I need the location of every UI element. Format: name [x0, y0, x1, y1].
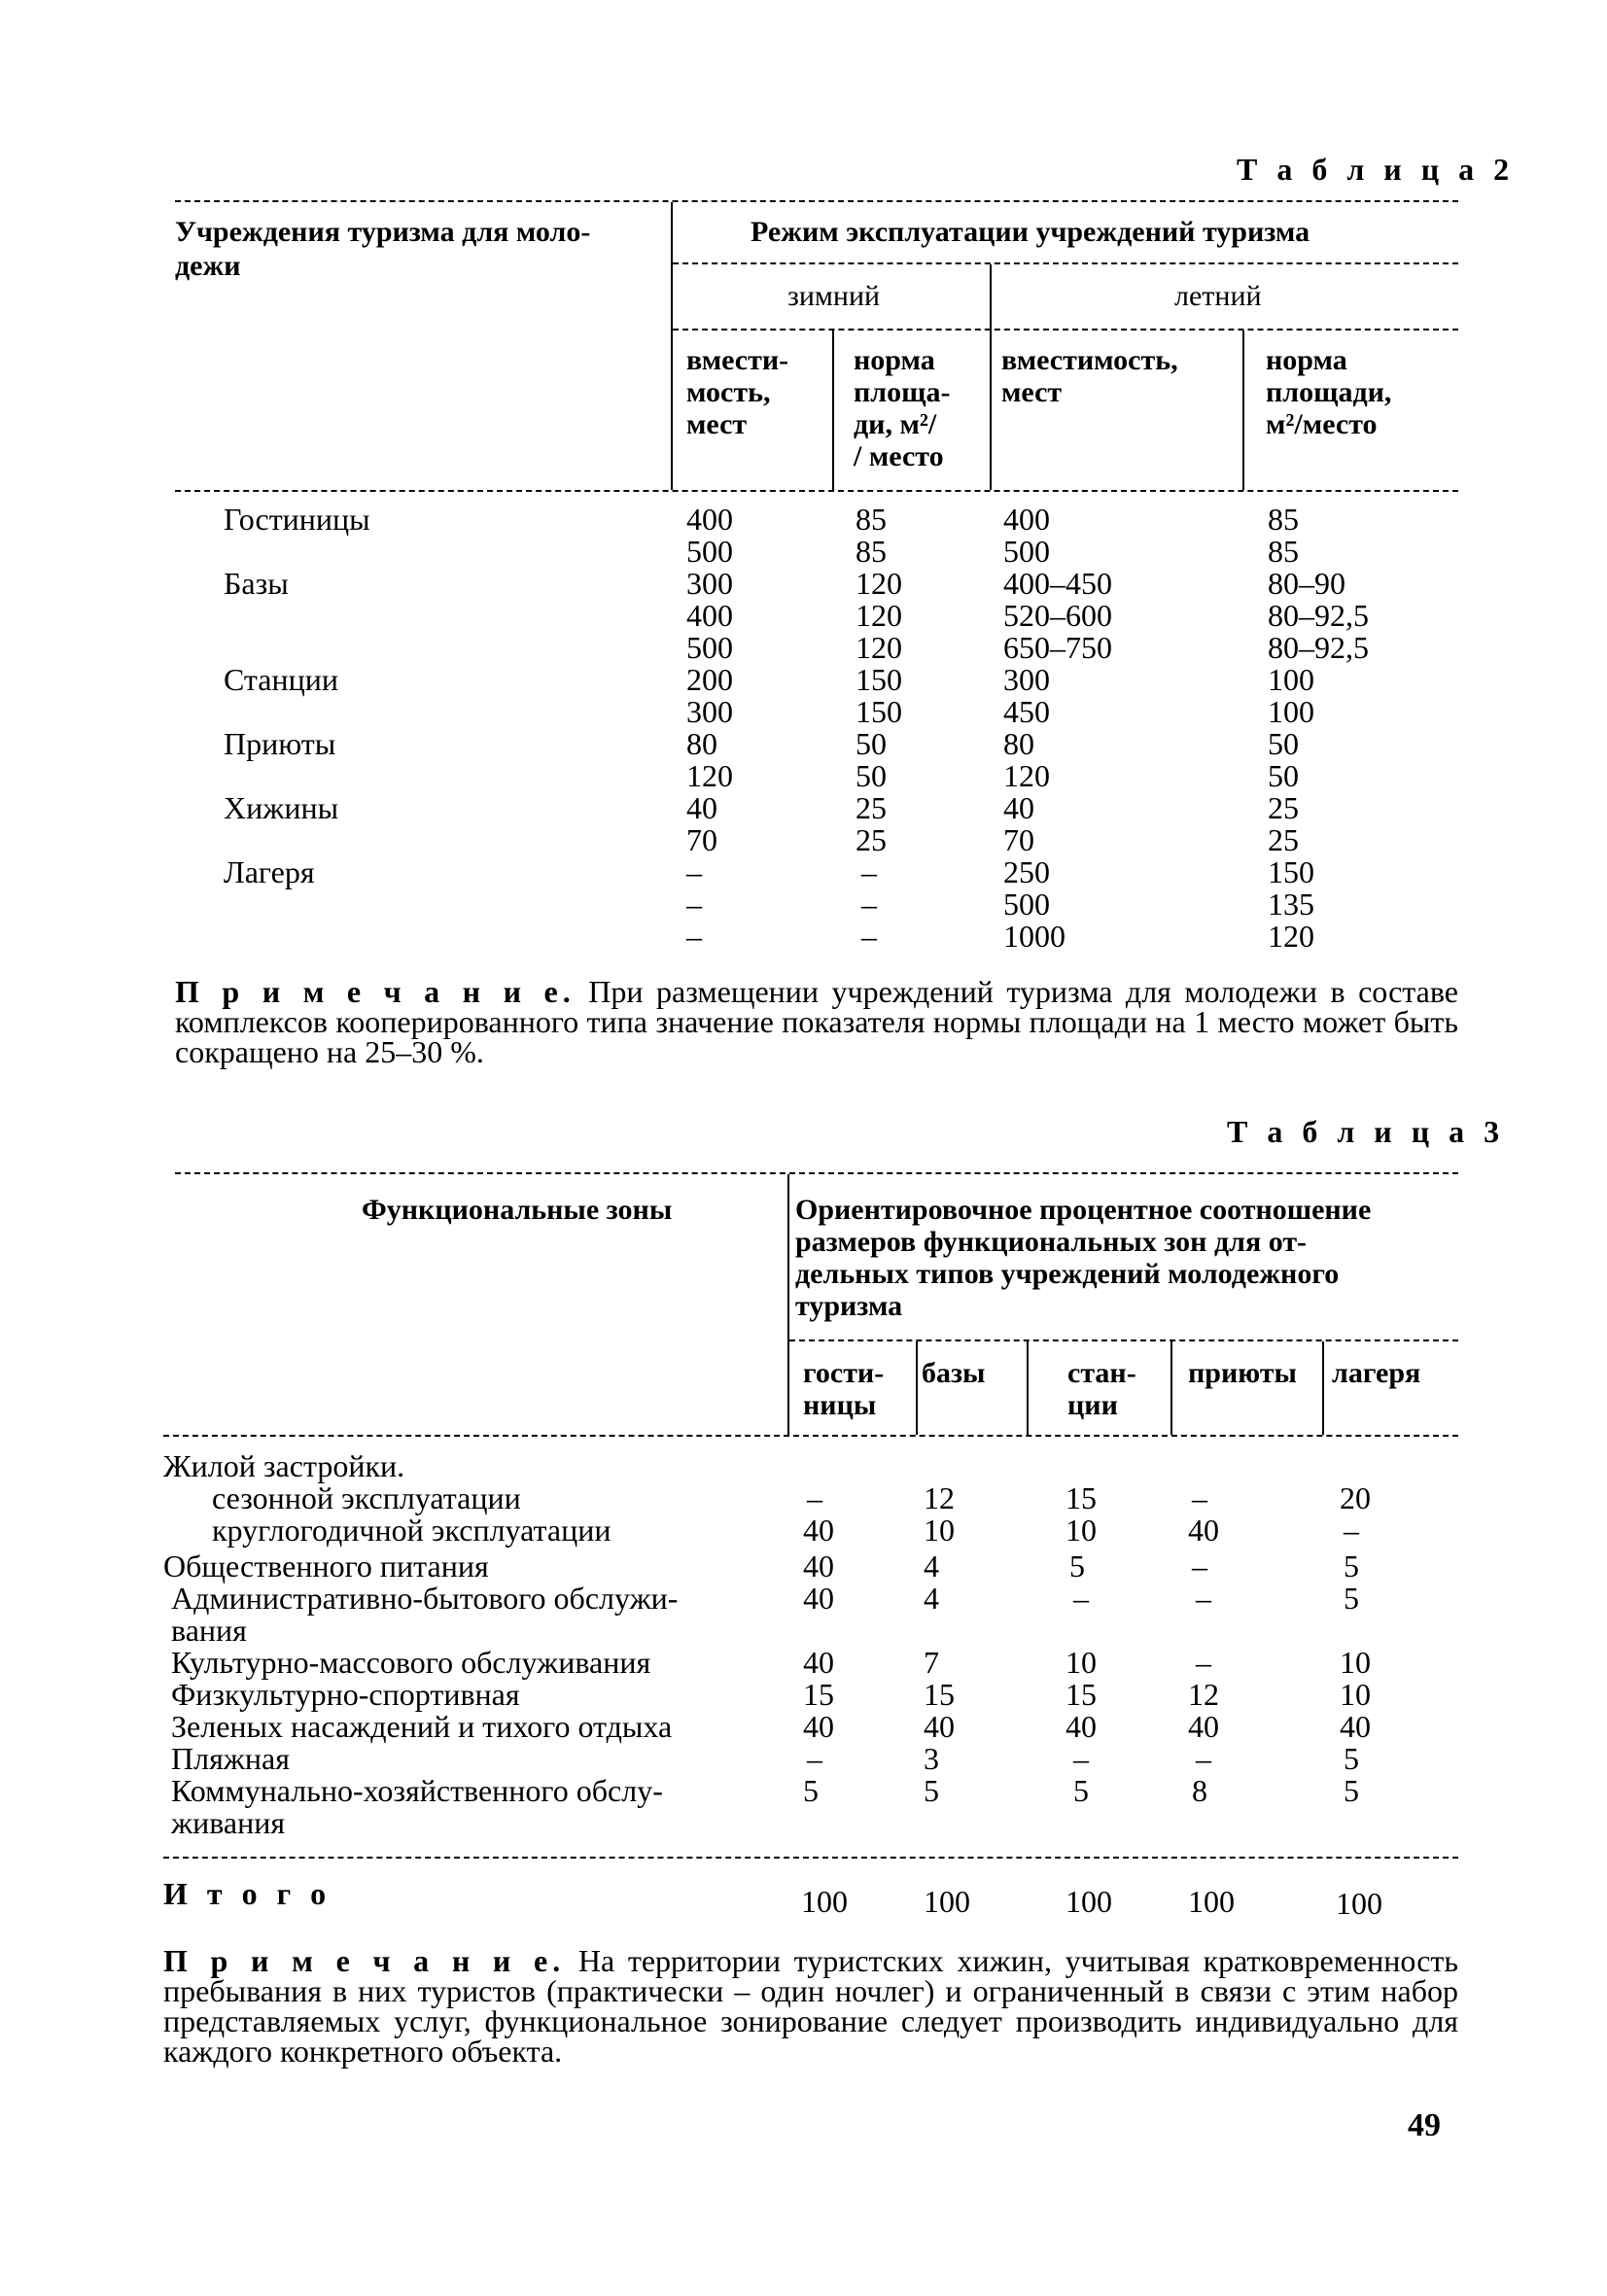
table3-header-stations-1: стан- — [1067, 1357, 1136, 1389]
table3-cell: 15 — [1066, 1480, 1097, 1515]
table2-cell: 150 — [856, 694, 902, 729]
table2-cell: 300 — [686, 566, 733, 601]
table3-cell: 8 — [1192, 1773, 1207, 1808]
table2-header-winter: зимний — [787, 280, 881, 312]
table2-cell: 85 — [1268, 534, 1299, 569]
table3-total-rule — [163, 1857, 1458, 1859]
table2-row-label-stations: Станции — [224, 662, 338, 697]
table3-cell: 10 — [1066, 1645, 1097, 1680]
table2-cell: 85 — [856, 534, 887, 569]
table3-header-ratio-1: Ориентировочное процентное соотношение — [795, 1194, 1372, 1226]
table2-capacity-winter-1: вмести- — [686, 344, 789, 376]
table2-norm-winter-3: ди, м²/ — [854, 408, 937, 440]
table3-cell: 15 — [924, 1677, 955, 1712]
table3-note-text: На территории туристских хижин, учитывая кратковременность пребывания в них туристов (практически – один ночлег) и ограниченный в связи с этим набор представляемых услуг, функциональное зонирование следует производить индивидуально для каждого конкретного объекта. — [163, 1943, 1459, 2069]
table2-winter-col-divider — [832, 330, 834, 490]
table3-row-label: Пляжная — [171, 1741, 290, 1776]
table2-cell: 50 — [856, 758, 887, 793]
table2-cell: 400 — [686, 598, 733, 633]
table2-cell: 520–600 — [1003, 598, 1112, 633]
table3-cell: 10 — [1340, 1645, 1371, 1680]
table2-cell: 80 — [1003, 726, 1034, 761]
table3-header-bases: базы — [922, 1357, 986, 1389]
table2-capacity-summer-1: вместимость, — [1001, 344, 1178, 376]
table2-cell: 400 — [1003, 502, 1050, 537]
table2-winter-summer-divider — [990, 264, 992, 490]
table3-row-label: Общественного питания — [163, 1548, 489, 1583]
table3-header-camps: лагеря — [1332, 1357, 1421, 1389]
table3-total-cell: 100 — [1336, 1886, 1382, 1921]
table3-caption: Т а б л и ц а 3 — [1227, 1114, 1506, 1149]
table3-col-divider-3 — [1170, 1341, 1172, 1435]
table3-ratio-rule — [789, 1339, 1458, 1341]
table3-cell: 10 — [924, 1513, 955, 1548]
table3-cell: 5 — [1344, 1741, 1359, 1776]
table3-cell: 40 — [1188, 1709, 1219, 1744]
table3-cell: 12 — [1188, 1677, 1219, 1712]
table3-total-label: И т о г о — [163, 1876, 332, 1911]
table3-header-shelters: приюты — [1188, 1357, 1297, 1389]
table2-note-lead: П р и м е ч а н и е. — [175, 974, 576, 1009]
table2-mode-rule — [673, 262, 1458, 264]
table3-cell: 4 — [924, 1548, 939, 1583]
table2-cell: 200 — [686, 662, 733, 697]
table3-header-ratio-4: туризма — [795, 1290, 903, 1322]
table2-norm-winter-4: / место — [854, 440, 944, 472]
table3-header-ratio-3: дельных типов учреждений молодежного — [795, 1258, 1340, 1290]
table3-cell: 40 — [1340, 1709, 1371, 1744]
table2-cell: 500 — [686, 534, 733, 569]
table3-cell: 10 — [1066, 1513, 1097, 1548]
table2-cell: 70 — [1003, 822, 1034, 857]
table3-cell: – — [1073, 1581, 1089, 1616]
table3-row-label: вания — [171, 1613, 247, 1648]
table3-cell: 4 — [924, 1581, 939, 1616]
table2-cell: 50 — [856, 726, 887, 761]
table2-row-label-huts: Хижины — [224, 790, 339, 825]
table2-cell: – — [686, 887, 702, 922]
table2-cell: 500 — [1003, 534, 1050, 569]
table2-cell: 25 — [1268, 822, 1299, 857]
table2-cell: 250 — [1003, 854, 1050, 889]
table2-cell: 50 — [1268, 758, 1299, 793]
table2-cell: 120 — [1268, 919, 1314, 954]
table2-row-label-bases: Базы — [224, 566, 289, 601]
table3-row-label: живания — [171, 1805, 286, 1840]
table3-cell: 3 — [924, 1741, 939, 1776]
table2-norm-summer-1: норма — [1266, 344, 1347, 376]
table2-header-institutions-2: дежи — [175, 250, 241, 282]
table3-header-hotels-1: гости- — [803, 1357, 885, 1389]
table2-capacity-winter-3: мест — [686, 408, 748, 440]
table3-row-label: Жилой застройки. — [163, 1448, 405, 1483]
table2-cell: 25 — [856, 822, 887, 857]
table3-note-lead: П р и м е ч а н и е. — [163, 1943, 566, 1978]
table2-season-rule — [673, 329, 1458, 330]
table3-cell: 40 — [803, 1513, 834, 1548]
table3-note — [163, 1943, 1459, 2069]
table3-cell: 5 — [1344, 1581, 1359, 1616]
table3-cell: – — [1344, 1513, 1359, 1548]
table2-note-text: При размещении учреждений туризма для молодежи в составе комплексов кооперированного типа значение показателя нормы площади на 1 место может быть сокращено на 25–30 %. — [175, 974, 1458, 1069]
table2-cell: 150 — [1268, 854, 1314, 889]
table2-norm-summer-2: площади, — [1266, 376, 1392, 408]
table3-cell: 10 — [1340, 1677, 1371, 1712]
table3-total-cell: 100 — [1188, 1884, 1235, 1919]
table3-row-label: сезонной эксплуатации — [212, 1480, 521, 1515]
table2-header-divider — [671, 202, 673, 490]
table3-cell: 40 — [1066, 1709, 1097, 1744]
table3-cell: 7 — [924, 1645, 939, 1680]
table2-cell: 80–92,5 — [1268, 630, 1369, 665]
table3-row-label: Зеленых насаждений и тихого отдыха — [171, 1709, 673, 1744]
table3-row-label: Коммунально-хозяйственного обслу- — [171, 1773, 663, 1808]
table2-cell: 25 — [1268, 790, 1299, 825]
table2-cell: 25 — [856, 790, 887, 825]
table3-cell: – — [807, 1480, 822, 1515]
table3-cell: – — [1192, 1480, 1207, 1515]
page-number: 49 — [1408, 2107, 1441, 2143]
table3-top-rule — [175, 1172, 1458, 1174]
table2-cell: 400–450 — [1003, 566, 1112, 601]
table2-cell: 300 — [686, 694, 733, 729]
table2-note — [175, 974, 1458, 1069]
table3-cell: 5 — [803, 1773, 819, 1808]
table3-row-label: Физкультурно-спортивная — [171, 1677, 520, 1712]
table2-summer-col-divider — [1242, 330, 1244, 490]
table2-cell: 40 — [1003, 790, 1034, 825]
table3-cell: 40 — [1188, 1513, 1219, 1548]
table3-cell: 5 — [1344, 1548, 1359, 1583]
table2-cell: 50 — [1268, 726, 1299, 761]
table3-total-cell: 100 — [1066, 1884, 1112, 1919]
table3-cell: 5 — [1344, 1773, 1359, 1808]
table2-row-label-hotels: Гостиницы — [224, 502, 370, 537]
table3-row-label: круглогодичной эксплуатации — [212, 1513, 611, 1548]
table2-row-label-camps: Лагеря — [224, 854, 315, 889]
table3-row-label: Культурно-массового обслуживания — [171, 1645, 651, 1680]
table2-caption: Т а б л и ц а 2 — [1237, 152, 1516, 187]
table2-cell: 100 — [1268, 694, 1314, 729]
table2-header-mode: Режим эксплуатации учреждений туризма — [751, 216, 1310, 248]
table2-cell: 120 — [856, 630, 902, 665]
table3-cell: – — [1196, 1741, 1211, 1776]
table2-header-summer: летний — [1174, 280, 1262, 312]
table3-cell: – — [807, 1741, 822, 1776]
table3-cell: 15 — [1066, 1677, 1097, 1712]
table2-header-institutions-1: Учреждения туризма для моло- — [175, 216, 591, 248]
table3-cell: – — [1192, 1548, 1207, 1583]
table2-cell: 1000 — [1003, 919, 1066, 954]
table3-col-divider-1 — [916, 1341, 918, 1435]
table3-cell: 5 — [1073, 1773, 1089, 1808]
table3-cell: – — [1073, 1741, 1089, 1776]
table2-cell: 500 — [686, 630, 733, 665]
table3-col-divider-2 — [1027, 1341, 1029, 1435]
table2-cell: 500 — [1003, 887, 1050, 922]
table3-header-ratio-2: размеров функциональных зон для от- — [795, 1226, 1308, 1258]
table2-norm-summer-3: м²/место — [1266, 408, 1378, 440]
table3-cell: – — [1196, 1645, 1211, 1680]
table2-capacity-summer-2: мест — [1001, 376, 1063, 408]
table2-cell: 85 — [1268, 502, 1299, 537]
table3-cell: 5 — [1069, 1548, 1085, 1583]
table3-row-label: Административно-бытового обслужи- — [171, 1581, 679, 1616]
table3-cell: 40 — [803, 1709, 834, 1744]
table2-cell: – — [686, 919, 702, 954]
table2-cell: 300 — [1003, 662, 1050, 697]
table2-cell: – — [686, 854, 702, 889]
table2-cell: 120 — [856, 566, 902, 601]
table2-norm-winter-2: площа- — [854, 376, 951, 408]
table3-cell: – — [1196, 1581, 1211, 1616]
table2-cell: 120 — [686, 758, 733, 793]
table3-header-hotels-2: ницы — [803, 1389, 877, 1421]
table3-total-cell: 100 — [801, 1884, 848, 1919]
table2-top-rule — [175, 200, 1458, 202]
table2-cell: 80–92,5 — [1268, 598, 1369, 633]
table3-total-cell: 100 — [924, 1884, 970, 1919]
table2-cell: 70 — [686, 822, 717, 857]
table2-cell: 120 — [856, 598, 902, 633]
table2-cell: 100 — [1268, 662, 1314, 697]
table2-cell: – — [861, 887, 877, 922]
table3-cell: 40 — [924, 1709, 955, 1744]
table2-cell: 650–750 — [1003, 630, 1112, 665]
table2-cell: 120 — [1003, 758, 1050, 793]
table2-cell: 80–90 — [1268, 566, 1345, 601]
table2-header-bottom-rule — [175, 490, 1458, 492]
table3-header-stations-2: ции — [1067, 1389, 1118, 1421]
table2-cell: 80 — [686, 726, 717, 761]
table2-cell: – — [861, 854, 877, 889]
table3-header-divider — [787, 1174, 789, 1435]
table3-cell: 40 — [803, 1645, 834, 1680]
table2-cell: 40 — [686, 790, 717, 825]
table2-cell: 85 — [856, 502, 887, 537]
table3-cell: 20 — [1340, 1480, 1371, 1515]
table2-cell: 400 — [686, 502, 733, 537]
table3-cell: 15 — [803, 1677, 834, 1712]
table2-capacity-winter-2: мость, — [686, 376, 771, 408]
table3-col-divider-4 — [1322, 1341, 1324, 1435]
table3-cell: 12 — [924, 1480, 955, 1515]
table2-cell: 450 — [1003, 694, 1050, 729]
table3-cell: 40 — [803, 1548, 834, 1583]
table2-row-label-shelters: Приюты — [224, 726, 336, 761]
table2-norm-winter-1: норма — [854, 344, 935, 376]
table3-cell: 40 — [803, 1581, 834, 1616]
table2-cell: – — [861, 919, 877, 954]
table2-cell: 135 — [1268, 887, 1314, 922]
table3-header-bottom-rule — [163, 1435, 1458, 1437]
table3-cell: 5 — [924, 1773, 939, 1808]
table3-header-zones: Функциональные зоны — [362, 1194, 673, 1226]
table2-cell: 150 — [856, 662, 902, 697]
